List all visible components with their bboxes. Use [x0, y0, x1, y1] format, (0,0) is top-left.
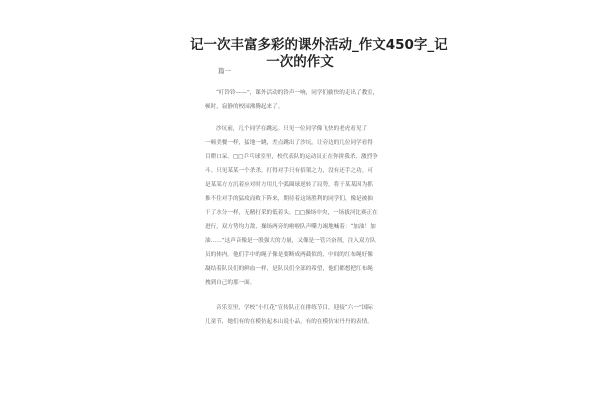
paragraph-line: 员的体内。他们手中的绳子像是要断成两截似的，中间的红布绳好像 — [205, 252, 373, 258]
paragraph-line: 凝结着队员们的鲜血一样，是队员们全部的希望，他们都想把红布绳 — [205, 266, 373, 272]
paragraph-line: 沙坑前，几个同学在跳远。只见一位同学像飞快的老虎看见了 — [216, 126, 368, 132]
paragraph-line: 一顿美餐一样，猛地一跳，差点跳出了沙坑。让旁边的几位同学看得 — [205, 140, 373, 146]
paragraph-line: 拽到自己的那一面。 — [205, 280, 256, 286]
paragraph-line: 是某某方方沉着应对时方用几个弧圈球逆转了局势，将于某某因为抓 — [205, 182, 373, 188]
paragraph-line: 儿童节，她们有的在模仿起本山说小品，有的在模仿宋丹丹的表情。 — [205, 319, 373, 325]
section-label: 篇一 — [218, 67, 231, 75]
paragraph-line: 目瞪口呆。□□乒乓球室里，校代表队的运动员正在你拼我杀，激烈争 — [205, 154, 378, 160]
paragraph-line: 斗。只见某某一个杀杀，打得对手只有招架之力，没有还手之功。可 — [205, 168, 373, 174]
paragraph-line: 油……”这声音像是一股强大的力量，又像是一管兴奋剂，注入双方队 — [205, 238, 376, 244]
paragraph-line: 干了水分一样，无精打采的低着头。□□操场中央，一场拔河比赛正在 — [205, 210, 378, 216]
paragraph-line: 音乐室里，学校“小红花”宣传队正在排练节目，迎接“六一”国际 — [216, 305, 373, 311]
paragraph-line: 进行，双方势均力敌，操场两旁的啦啦队声嘶力竭地喊着：“加油！加 — [205, 224, 376, 230]
paragraph-line: “叮铃铃——”，课外活动的铃声一响，同学们偷快的走出了教室， — [216, 90, 379, 96]
paragraph-line: 顿时，寂静的校园沸腾起来了。 — [205, 104, 284, 110]
paragraph-line: 推不住对手的猛攻而败下阵来，期待着这场胜利的同学们，像是被抽 — [205, 196, 373, 202]
document-title-line-1: 记一次丰富多彩的课外活动_作文450字_记 — [190, 37, 448, 53]
document-title-line-2: 一次的作文 — [266, 54, 334, 70]
